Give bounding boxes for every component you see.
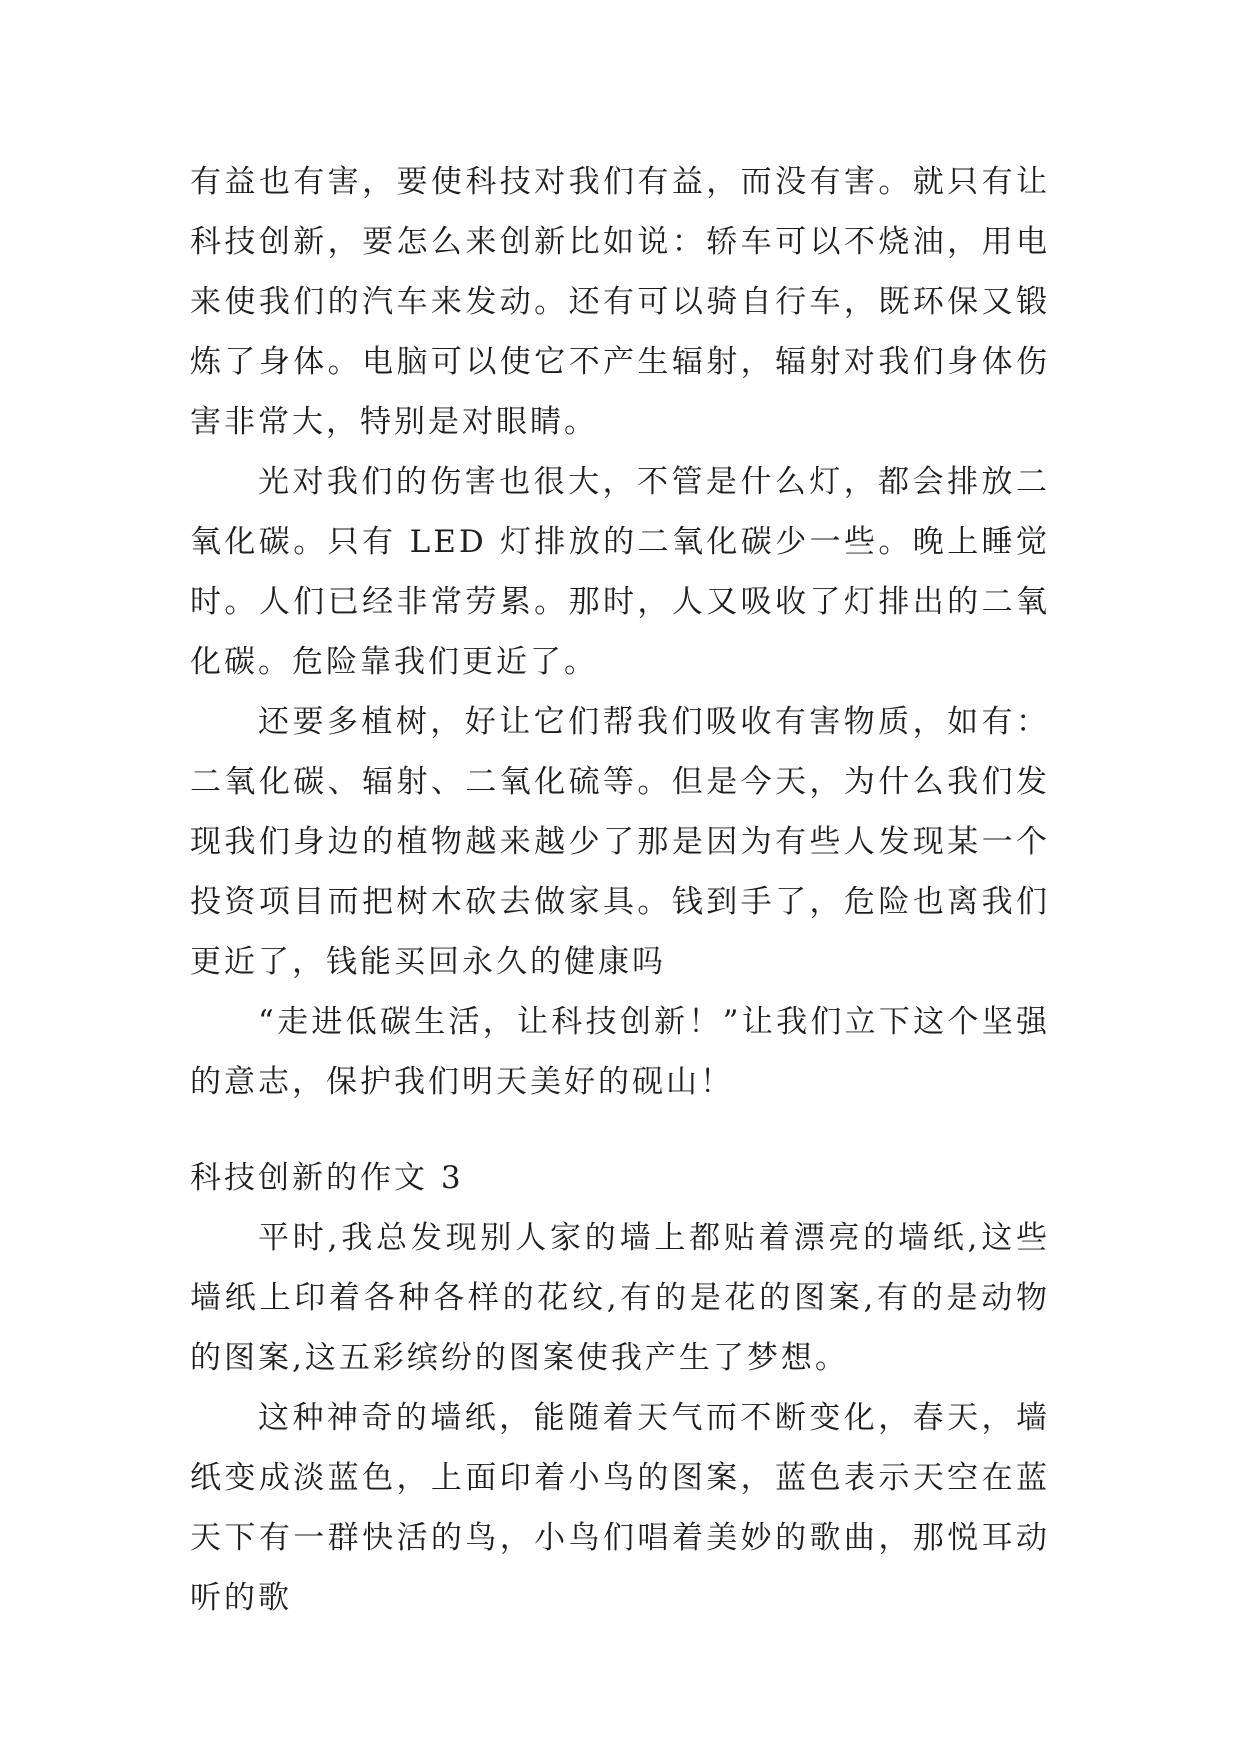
paragraph-3: 还要多植树，好让它们帮我们吸收有害物质，如有：二氧化碳、辐射、二氧化硫等。但是今天，为什么我们发现我们身边的植物越来越少了那是因为有些人发现某一个投资项目而把树木砍去做家具。钱到手了，危险也离我们更近了，钱能买回永久的健康吗	[190, 704, 1050, 980]
paragraph-5: 平时,我总发现别人家的墙上都贴着漂亮的墙纸,这些墙纸上印着各种各样的花纹,有的是花的图案,有的是动物的图案,这五彩缤纷的图案使我产生了梦想。	[190, 1220, 1050, 1376]
essay-body-top	[190, 152, 1050, 1112]
section-title: 科技创新的作文 3	[190, 1160, 464, 1196]
paragraph-4: “走进低碳生活，让科技创新！”让我们立下这个坚强的意志，保护我们明天美好的砚山！	[190, 1004, 1050, 1100]
essay-body-bottom	[190, 1208, 1050, 1628]
paragraph-2: 光对我们的伤害也很大，不管是什么灯，都会排放二氧化碳。只有 LED 灯排放的二氧化碳少一些。晚上睡觉时。人们已经非常劳累。那时，人又吸收了灯排出的二氧化碳。危险靠我们更近了。	[190, 464, 1050, 680]
paragraph-6: 这种神奇的墙纸，能随着天气而不断变化，春天，墙纸变成淡蓝色，上面印着小鸟的图案，蓝色表示天空在蓝天下有一群快活的鸟，小鸟们唱着美妙的歌曲，那悦耳动听的歌	[190, 1400, 1050, 1616]
paragraph-1: 有益也有害，要使科技对我们有益，而没有害。就只有让科技创新，要怎么来创新比如说：轿车可以不烧油，用电来使我们的汽车来发动。还有可以骑自行车，既环保又锻炼了身体。电脑可以使它不产生辐射，辐射对我们身体伤害非常大，特别是对眼睛。	[190, 164, 1050, 440]
